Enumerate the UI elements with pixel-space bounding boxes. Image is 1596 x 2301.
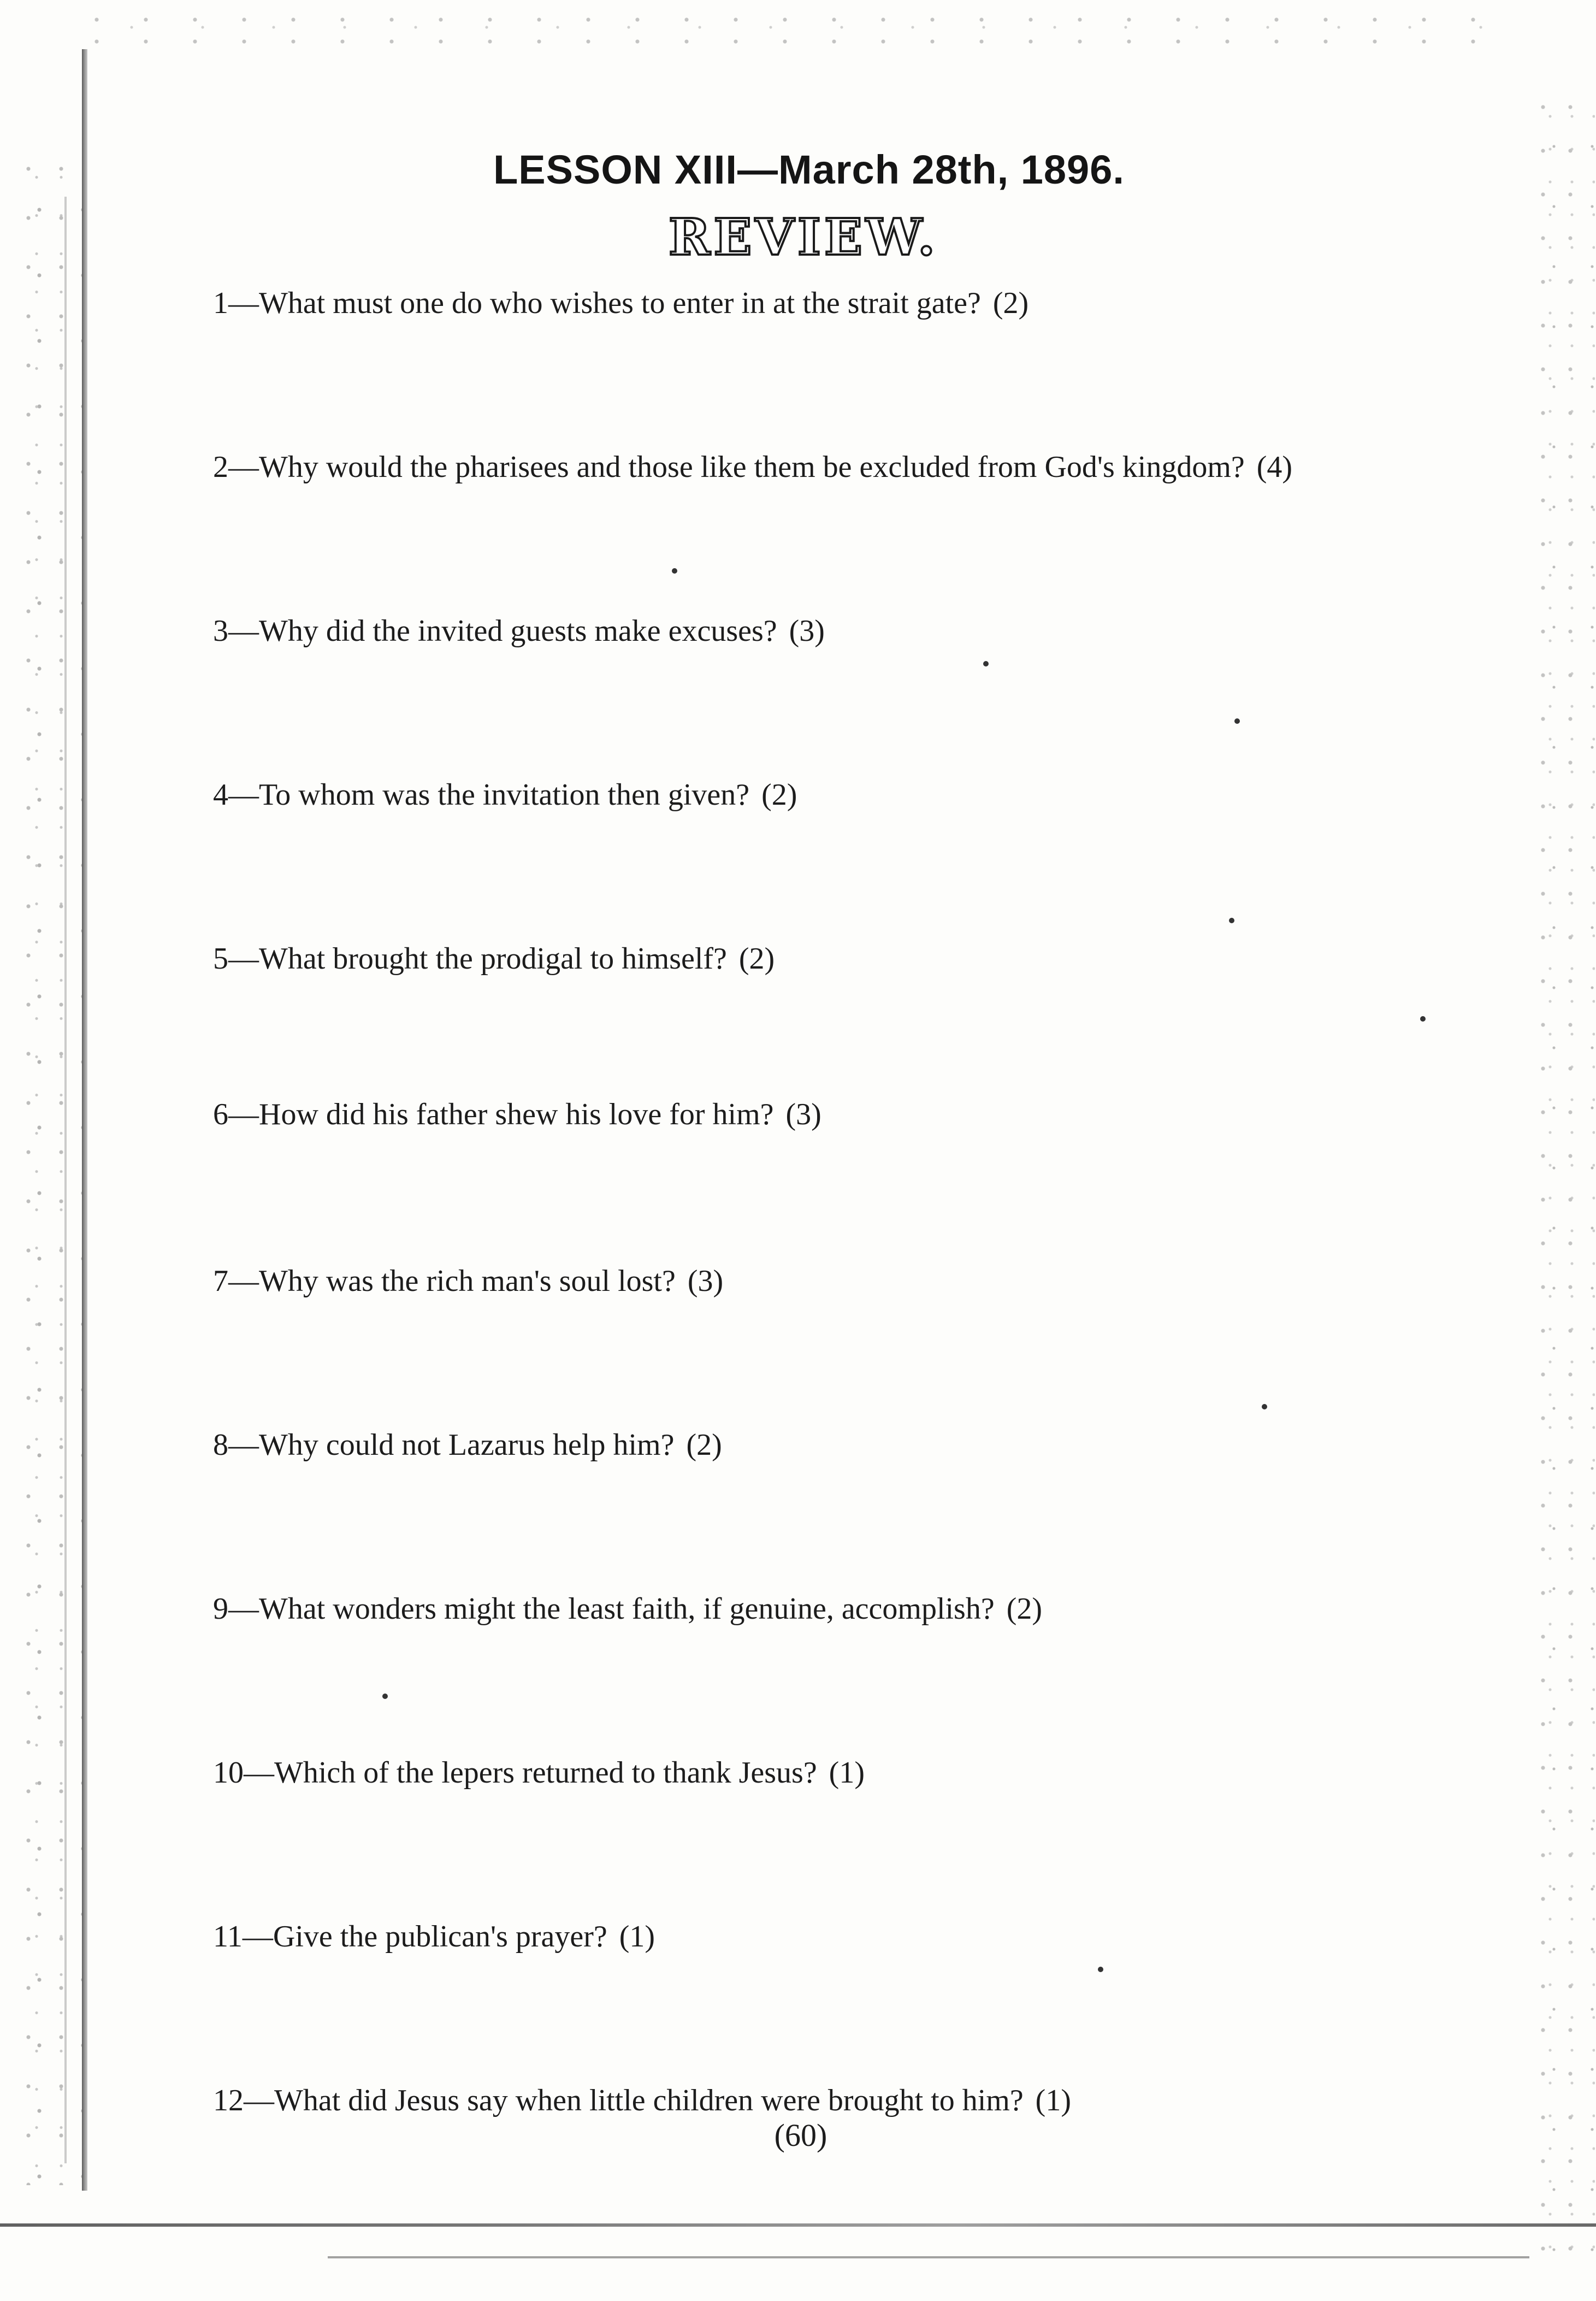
question-text: —Give the publican's prayer? <box>242 1920 607 1954</box>
question-item <box>213 612 1469 650</box>
question-marks: (3) <box>785 1098 821 1131</box>
ink-speck <box>1234 718 1240 724</box>
question-item <box>213 776 1469 814</box>
review-title: REVIEW. <box>668 208 939 267</box>
question-item <box>213 1262 1469 1300</box>
question-marks: (1) <box>619 1920 655 1954</box>
question-number: 7 <box>213 1264 228 1298</box>
ink-speck <box>1420 1016 1426 1022</box>
ink-speck <box>382 1694 388 1699</box>
question-item <box>213 1590 1469 1628</box>
lesson-heading: LESSON XIII—March 28th, 1896. <box>493 147 1125 192</box>
question-marks: (2) <box>761 778 797 812</box>
question-number: 2 <box>213 450 228 484</box>
ink-speck <box>1262 1404 1267 1409</box>
question-item <box>213 2081 1469 2120</box>
question-text: —Why did the invited guests make excuses? <box>228 614 777 648</box>
bottom-edge-rule <box>0 2223 1596 2227</box>
question-marks: (2) <box>992 286 1029 320</box>
question-marks: (4) <box>1256 450 1293 484</box>
question-marks: (2) <box>738 942 775 976</box>
question-item <box>213 1426 1469 1464</box>
question-text: —What did Jesus say when little children were brought to him? <box>244 2084 1024 2117</box>
left-margin-speckle <box>22 164 82 2185</box>
question-marks: (3) <box>789 614 825 648</box>
question-text: —Why was the rich man's soul lost? <box>228 1264 676 1298</box>
question-number: 6 <box>213 1098 228 1131</box>
question-item <box>213 1095 1469 1134</box>
question-marks: (2) <box>686 1428 722 1462</box>
question-number: 9 <box>213 1592 228 1626</box>
question-text: —Why would the pharisees and those like them be excluded from God's kingdom? <box>228 450 1245 484</box>
ink-speck <box>1229 918 1234 923</box>
question-number: 4 <box>213 778 228 812</box>
top-margin-speckle <box>82 11 1502 44</box>
question-text: —To whom was the invitation then given? <box>228 778 750 812</box>
question-text: —Why could not Lazarus help him? <box>228 1428 675 1462</box>
ink-speck <box>1098 1967 1103 1972</box>
question-number: 11 <box>213 1920 243 1954</box>
question-item <box>213 1918 1469 1956</box>
question-marks: (1) <box>1035 2084 1071 2117</box>
question-text: —Which of the lepers returned to thank Jesus? <box>244 1756 817 1790</box>
ink-speck <box>983 661 989 666</box>
question-number: 1 <box>213 286 228 320</box>
question-number: 8 <box>213 1428 228 1462</box>
bottom-edge-rule-lower <box>328 2256 1529 2258</box>
question-text: —What wonders might the least faith, if genuine, accomplish? <box>228 1592 995 1626</box>
question-item <box>213 1754 1469 1792</box>
binding-edge <box>82 49 87 2191</box>
page-number: (60) <box>774 2117 827 2153</box>
question-item <box>213 940 1469 978</box>
ink-speck <box>672 568 677 574</box>
question-number: 10 <box>213 1756 244 1790</box>
question-number: 5 <box>213 942 228 976</box>
question-text: —How did his father shew his love for him? <box>228 1098 774 1131</box>
question-marks: (2) <box>1006 1592 1043 1626</box>
question-item <box>213 284 1469 322</box>
question-item <box>213 448 1469 486</box>
question-marks: (3) <box>687 1264 724 1298</box>
question-text: —What must one do who wishes to enter in at the strait gate? <box>228 286 981 320</box>
question-text: —What brought the prodigal to himself? <box>228 942 727 976</box>
question-number: 3 <box>213 614 228 648</box>
question-marks: (1) <box>829 1756 865 1790</box>
question-number: 12 <box>213 2084 244 2117</box>
right-margin-speckle <box>1535 98 1595 2256</box>
